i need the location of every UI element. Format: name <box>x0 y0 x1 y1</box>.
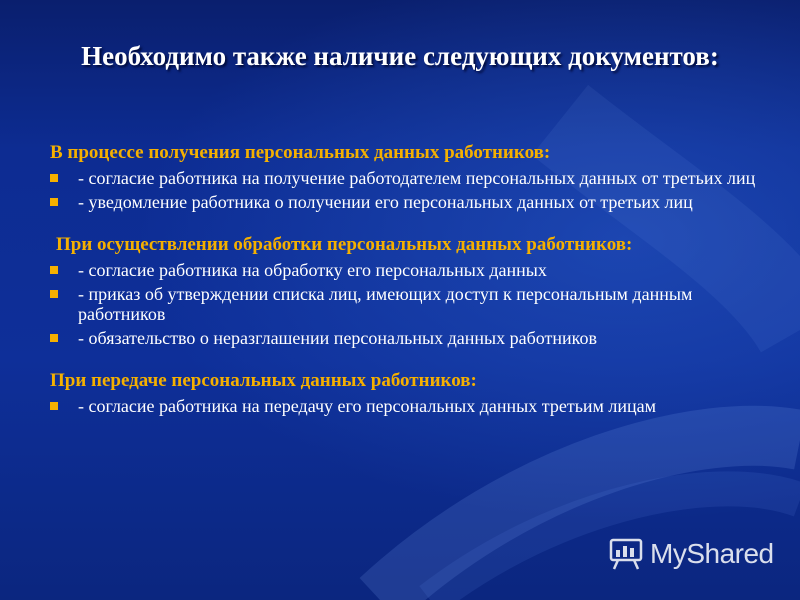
bullet-text: - уведомление работника о получении его персональных данных от третьих лиц <box>78 192 693 212</box>
bullet-list <box>50 168 760 212</box>
bullet-list <box>50 396 760 416</box>
bullet-square-icon <box>50 266 58 274</box>
slide-title: Необходимо также наличие следующих документов: <box>81 41 719 71</box>
slide-content <box>50 142 760 438</box>
list-item <box>50 328 760 348</box>
bullet-text: - приказ об утверждении списка лиц, имеющих доступ к персональным данным работников <box>78 284 693 324</box>
bullet-square-icon <box>50 174 58 182</box>
bullet-square-icon <box>50 334 58 342</box>
watermark-text: MyShared <box>650 538 774 569</box>
bullet-text: - согласие работника на получение работодателем персональных данных от третьих лиц <box>78 168 756 188</box>
bullet-square-icon <box>50 198 58 206</box>
section-heading: В процессе получения персональных данных работников: <box>50 142 551 163</box>
presentation-board-icon <box>608 536 644 572</box>
list-item <box>50 284 760 324</box>
list-item <box>50 396 760 416</box>
section-obtaining <box>50 142 760 212</box>
section-heading: При передаче персональных данных работников: <box>50 370 477 391</box>
section-processing <box>50 234 760 348</box>
bullet-square-icon <box>50 402 58 410</box>
bullet-square-icon <box>50 290 58 298</box>
list-item <box>50 260 760 280</box>
bullet-text: - согласие работника на обработку его персональных данных <box>78 260 547 280</box>
section-transfer <box>50 370 760 416</box>
list-item <box>50 192 760 212</box>
list-item <box>50 168 760 188</box>
bullet-text: - обязательство о неразглашении персональных данных работников <box>78 328 597 348</box>
bullet-text: - согласие работника на передачу его персональных данных третьим лицам <box>78 396 657 416</box>
watermark-logo <box>608 536 774 572</box>
bullet-list <box>50 260 760 348</box>
section-heading: При осуществлении обработки персональных данных работников: <box>56 234 633 255</box>
